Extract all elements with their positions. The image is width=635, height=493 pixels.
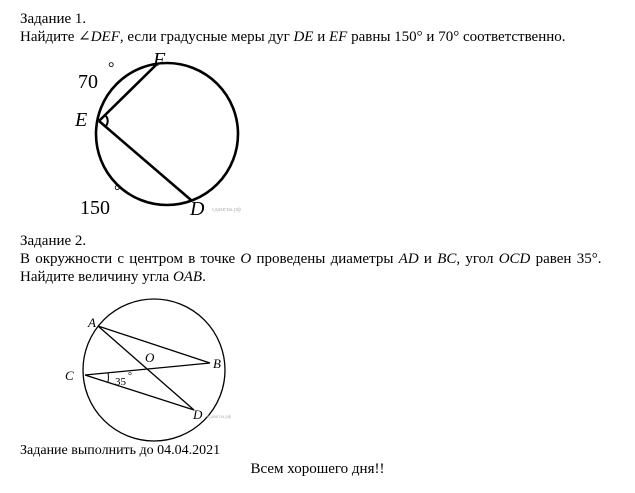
task1-q-mid2: равны 150° и 70° соответственно. [347, 29, 566, 45]
task1-q-and: и [313, 29, 329, 45]
task1-arc1: DE [293, 29, 314, 45]
task2-line1-d: равен 35°. [530, 251, 602, 267]
task2-circle [83, 299, 225, 441]
task2-line1-a: В окружности с центром в точке [20, 251, 241, 267]
task2-point-a: A [88, 315, 96, 330]
task2-line1 [20, 250, 601, 268]
task2-d2: BC [437, 251, 457, 267]
task1-point-f: F [153, 49, 166, 71]
task1-deg-150: ° [114, 183, 121, 200]
task1-deg-70: ° [108, 60, 115, 77]
task2-point-o: O [145, 350, 155, 365]
task2-target: OAB [172, 269, 203, 285]
task2-point-b: B [213, 356, 221, 371]
task1-label-150: 150 [80, 197, 110, 219]
task1-q-prefix: Найдите ∠ [20, 29, 91, 45]
task2-line1-c: , угол [456, 251, 499, 267]
task2-angle: OCD [498, 251, 531, 267]
task2-angle-label: 35 [115, 376, 126, 388]
task2-watermark: сдамгиа.рф [207, 415, 232, 420]
task1-angle: DEF [90, 29, 120, 45]
task1-point-d: D [190, 198, 205, 220]
task2-line2 [20, 268, 206, 286]
task2-line1-b: проведены диаметры [251, 251, 399, 267]
task2-line2-a: Найдите величину угла [20, 269, 173, 285]
task1-title: Задание 1. [20, 11, 87, 27]
task2-angle-deg: ° [128, 371, 132, 382]
task1-angle-arc [105, 115, 108, 127]
task1-arc2: EF [329, 29, 348, 45]
task1-q-mid1: , если градусные меры дуг [119, 29, 294, 45]
farewell-text: Всем хорошего дня!! [250, 461, 385, 477]
deadline-text: Задание выполнить до 04.04.2021 [20, 443, 221, 458]
task2-center: O [240, 251, 252, 267]
task2-chord-cd [85, 375, 194, 410]
task2-d1: AD [398, 251, 419, 267]
task1-chord-ed [99, 121, 191, 200]
task2-point-d: D [193, 407, 203, 422]
task1-point-e: E [75, 109, 88, 131]
task2-point-c: C [65, 368, 74, 383]
task2-title: Задание 2. [20, 233, 87, 249]
task1-watermark: сдамгиа.рф [212, 207, 241, 213]
task2-line2-b: . [202, 269, 206, 285]
task2-diameter-ad [98, 326, 194, 410]
task2-and: и [418, 251, 438, 267]
task1-label-70: 70 [78, 71, 98, 93]
